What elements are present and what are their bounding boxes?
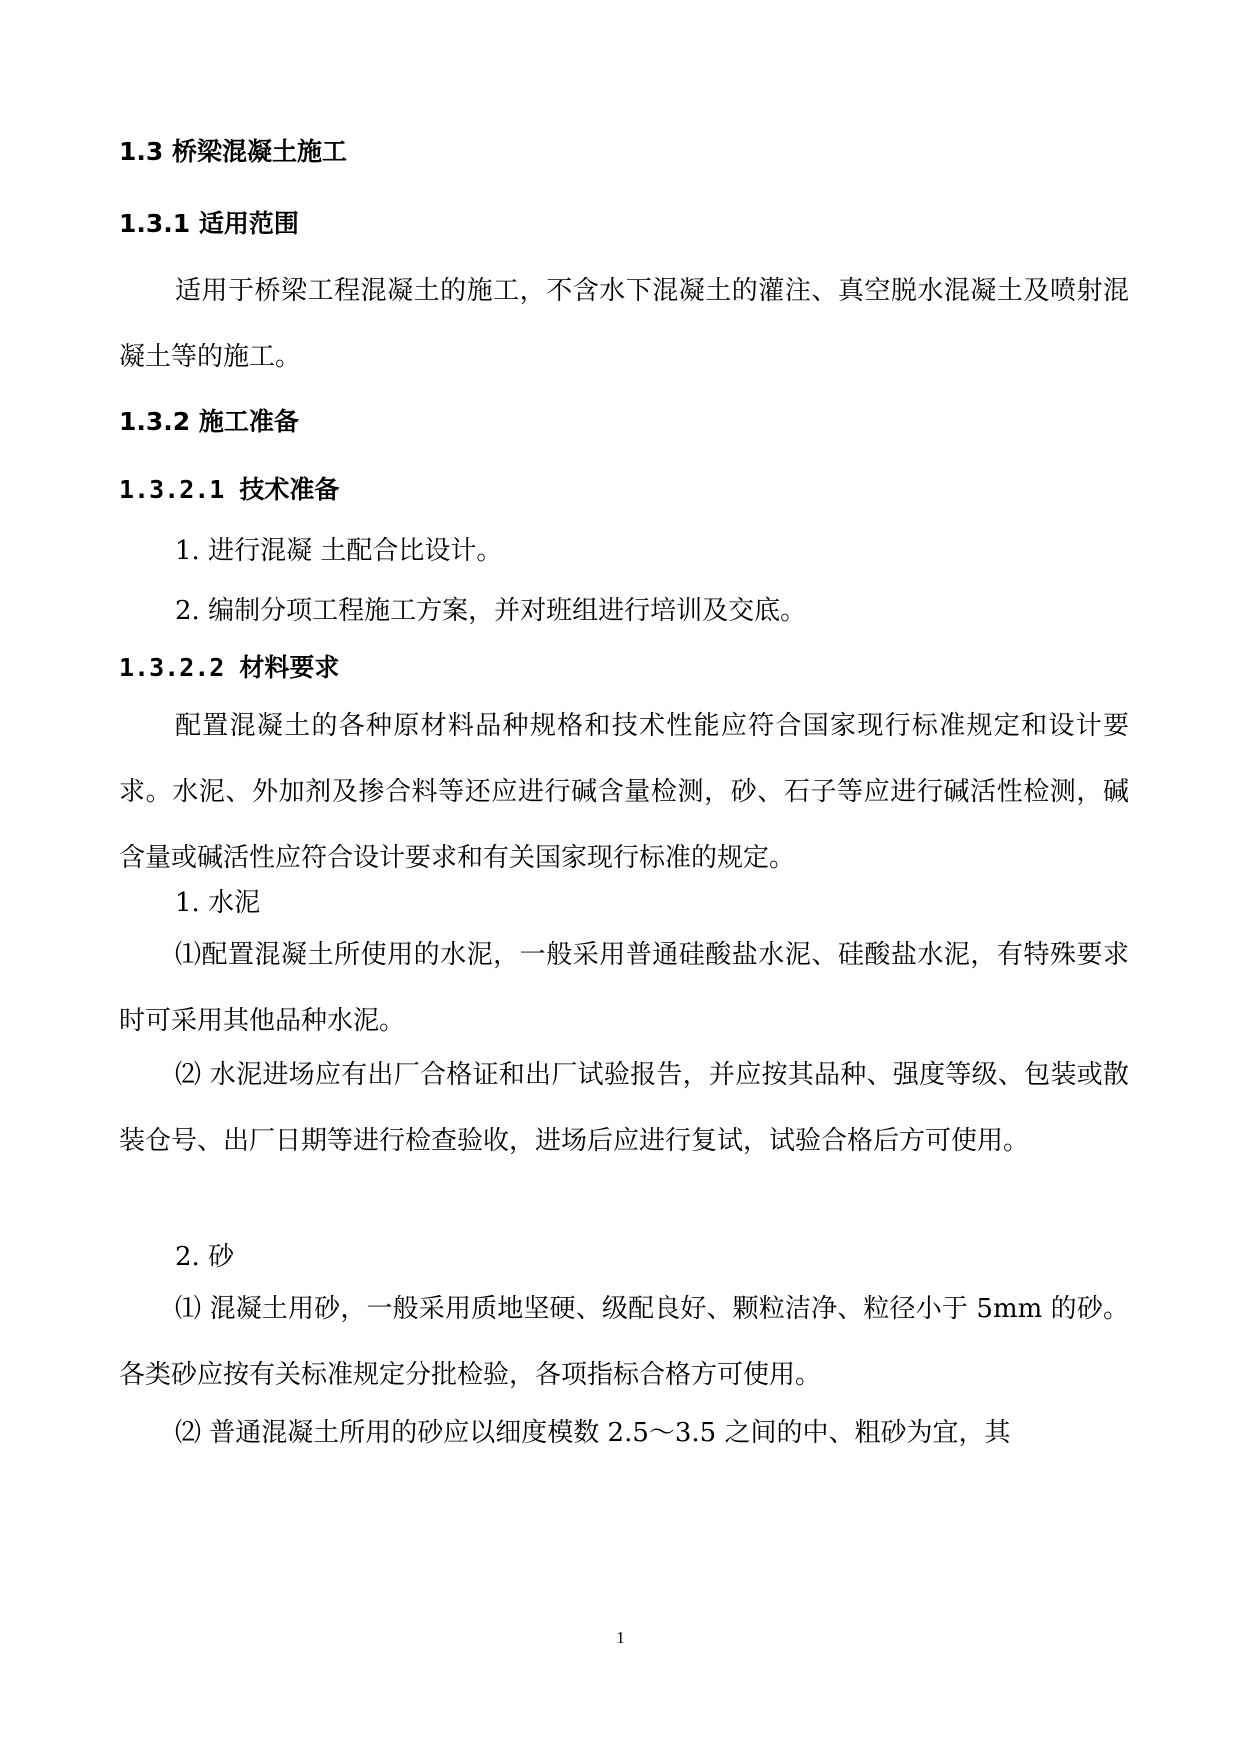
- paragraph-materials: 配置混凝土的各种原材料品种规格和技术性能应符合国家现行标准规定和设计要求。水泥、外加剂及掺合料等还应进行碱含量检测，砂、石子等应进行碱活性检测，碱含量或碱活性应符合设计要求和有关国家现行标准的规定。: [119, 711, 1129, 873]
- cement-item-2: ⑵ 水泥进场应有出厂合格证和出厂试验报告，并应按其品种、强度等级、包装或散装仓号、出厂日期等进行检查验收，进场后应进行复试，试验合格后方可使用。: [119, 1060, 1129, 1156]
- sand-item-2: ⑵ 普通混凝土所用的砂应以细度模数 2.5～3.5 之间的中、粗砂为宜，其: [175, 1418, 1011, 1448]
- sand-title: 2. 砂: [175, 1242, 235, 1272]
- heading-1-3-2-1: 1.3.2.1 技术准备: [119, 475, 340, 504]
- heading-1-3: 1.3 桥梁混凝土施工: [119, 137, 347, 166]
- page-number: 1: [616, 1628, 625, 1647]
- heading-1-3-1: 1.3.1 适用范围: [119, 209, 299, 238]
- cement-item-1: ⑴配置混凝土所使用的水泥，一般采用普通硅酸盐水泥、硅酸盐水泥，有特殊要求时可采用其他品种水泥。: [119, 940, 1129, 1036]
- cement-title: 1. 水泥: [175, 888, 261, 918]
- tech-item-1: 1. 进行混凝 土配合比设计。: [175, 536, 503, 566]
- heading-1-3-2-2: 1.3.2.2 材料要求: [119, 653, 340, 682]
- paragraph-scope: 适用于桥梁工程混凝土的施工，不含水下混凝土的灌注、真空脱水混凝土及喷射混凝土等的施工。: [119, 276, 1129, 372]
- heading-1-3-2: 1.3.2 施工准备: [119, 407, 299, 436]
- tech-item-2: 2. 编制分项工程施工方案，并对班组进行培训及交底。: [175, 596, 807, 626]
- sand-item-1: ⑴ 混凝土用砂，一般采用质地坚硬、级配良好、颗粒洁净、粒径小于 5mm 的砂。各类砂应按有关标准规定分批检验，各项指标合格方可使用。: [119, 1294, 1129, 1390]
